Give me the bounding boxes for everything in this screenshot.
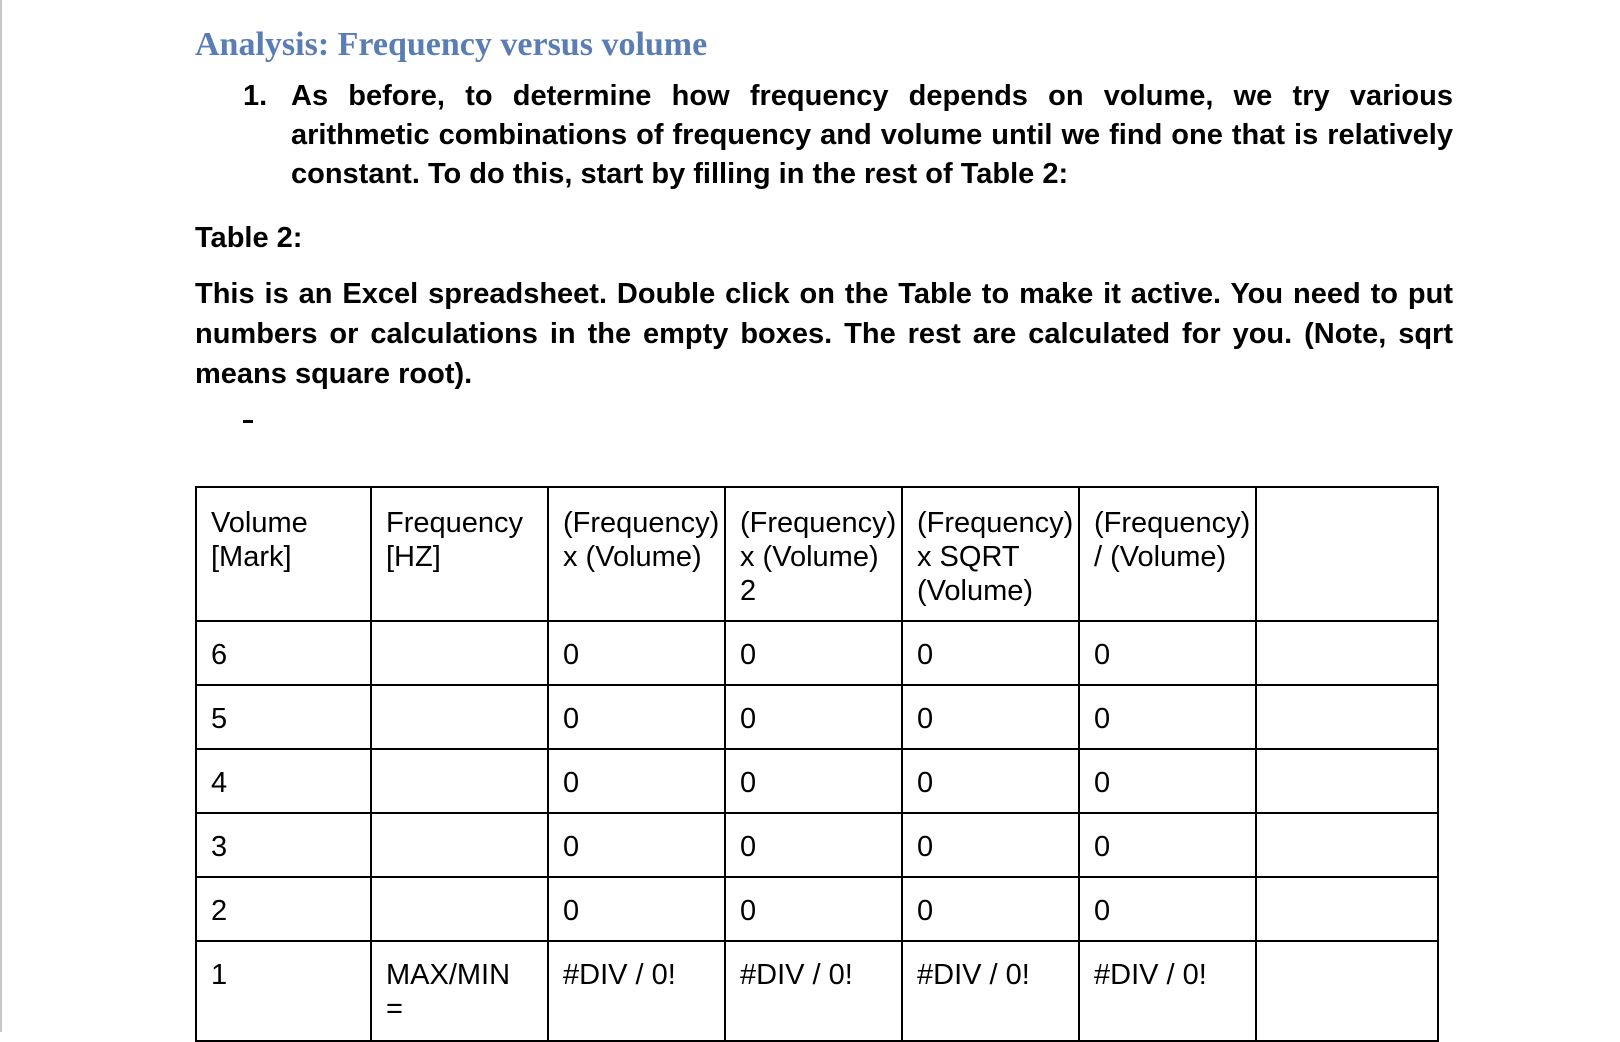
table-row	[196, 877, 1438, 941]
table-cell: 0	[548, 877, 725, 941]
volume-cell: 1	[196, 941, 371, 1041]
header-cell: (Frequency) x (Volume) 2	[725, 487, 902, 621]
table-cell: #DIV / 0!	[548, 941, 725, 1041]
frequency-input-cell[interactable]	[371, 813, 548, 877]
table-label: Table 2:	[195, 222, 303, 254]
table-cell: 0	[725, 685, 902, 749]
empty-input-cell[interactable]	[1256, 621, 1438, 685]
table-cell: 0	[725, 749, 902, 813]
table-cell: 0	[725, 813, 902, 877]
frequency-input-cell[interactable]	[371, 877, 548, 941]
spreadsheet-table[interactable]	[195, 486, 1439, 1042]
step-text: As before, to determine how frequency depends on volume, we try various arithmetic combinations of frequency and volume until we find one that is relatively constant. To do this, start by filling in the rest of Table 2:	[291, 80, 1453, 190]
empty-input-cell[interactable]	[1256, 749, 1438, 813]
header-cell: (Frequency) x SQRT (Volume)	[902, 487, 1079, 621]
table-cell: 0	[725, 877, 902, 941]
table-cell: 0	[548, 685, 725, 749]
instructions-paragraph: This is an Excel spreadsheet. Double click on the Table to make it active. You need to put numbers or calculations in the empty boxes. The rest are calculated for you. (Note, sqrt means square root).	[195, 278, 1453, 390]
table-cell: #DIV / 0!	[725, 941, 902, 1041]
frequency-input-cell[interactable]	[371, 621, 548, 685]
volume-cell: 6	[196, 621, 371, 685]
table-cell: 0	[902, 813, 1079, 877]
table-cell: 0	[548, 621, 725, 685]
page-edge	[0, 0, 2, 1032]
frequency-input-cell[interactable]	[371, 685, 548, 749]
volume-cell: 3	[196, 813, 371, 877]
table-header-row	[196, 487, 1438, 621]
table-cell: 0	[902, 685, 1079, 749]
header-cell: (Frequency) / (Volume)	[1079, 487, 1256, 621]
table-cell: 0	[902, 749, 1079, 813]
table-row	[196, 813, 1438, 877]
section-heading: Analysis: Frequency versus volume	[195, 26, 708, 63]
volume-cell: 4	[196, 749, 371, 813]
empty-input-cell[interactable]	[1256, 813, 1438, 877]
table-cell: 0	[725, 621, 902, 685]
empty-input-cell[interactable]	[1256, 941, 1438, 1041]
frequency-input-cell[interactable]	[371, 749, 548, 813]
table-cell: 0	[1079, 813, 1256, 877]
table-row	[196, 621, 1438, 685]
volume-cell: 5	[196, 685, 371, 749]
table-cell: 0	[1079, 621, 1256, 685]
empty-input-cell[interactable]	[1256, 685, 1438, 749]
table-cell: 0	[902, 877, 1079, 941]
dash-mark	[243, 420, 253, 423]
table-cell: 0	[1079, 749, 1256, 813]
step-item	[243, 77, 1453, 194]
table-row	[196, 941, 1438, 1041]
header-cell: Volume [Mark]	[196, 487, 371, 621]
volume-cell: 2	[196, 877, 371, 941]
table-cell: 0	[902, 621, 1079, 685]
table-cell: #DIV / 0!	[902, 941, 1079, 1041]
header-cell	[1256, 487, 1438, 621]
header-cell: Frequency [HZ]	[371, 487, 548, 621]
table-cell: 0	[1079, 877, 1256, 941]
table-cell: 0	[548, 813, 725, 877]
empty-input-cell[interactable]	[1256, 877, 1438, 941]
table-cell: #DIV / 0!	[1079, 941, 1256, 1041]
table-row	[196, 749, 1438, 813]
table-cell: 0	[548, 749, 725, 813]
table-row	[196, 685, 1438, 749]
step-number: 1.	[243, 80, 268, 112]
table-cell: 0	[1079, 685, 1256, 749]
header-cell: (Frequency) x (Volume)	[548, 487, 725, 621]
max-min-label-cell: MAX/MIN =	[371, 941, 548, 1041]
